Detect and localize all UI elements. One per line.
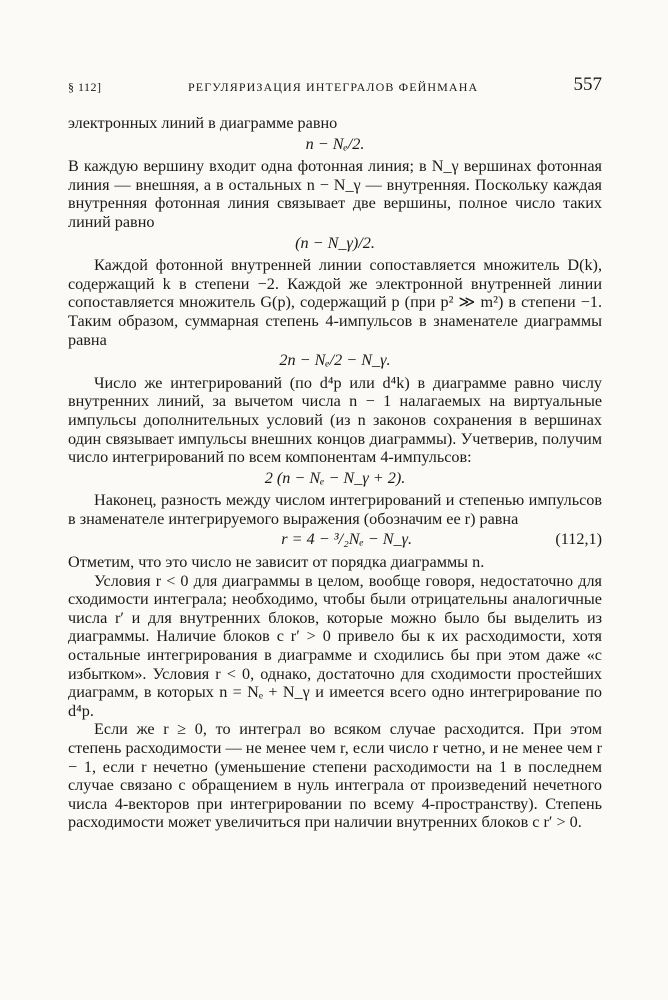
paragraph: Условия r < 0 для диаграммы в целом, вообще говоря, недостаточно для сходимости интеграла; необходимо, чтобы были отрицательны аналогичные числа r′ и для внутренних блоков, которые можно было бы выделить из диаграммы. Наличие блоков с r′ > 0 привело бы к их расходимости, хотя остальные интегрирования в диаграмме и сходились бы при этом даже «с избытком». Условия r < 0, однако, достаточно для сходимости простейших диаграмм, в которых n = Nₑ + N_γ и имеется всего одно интегрирование по d⁴p. bbox=[68, 571, 602, 720]
running-header bbox=[68, 76, 602, 96]
paragraph: В каждую вершину входит одна фотонная линия; в N_γ вершинах фотонная линия — внешняя, а в остальных n − N_γ — внутренняя. Поскольку каждая внутренняя фотонная линия связывает две вершины, полное число таких линий равно bbox=[68, 157, 602, 231]
page-number: 557 bbox=[573, 74, 602, 95]
formula: 2 (n − Nₑ − N_γ + 2). bbox=[264, 468, 406, 487]
formula: 2n − Nₑ/2 − N_γ. bbox=[279, 351, 391, 370]
formula: (n − N_γ)/2. bbox=[295, 233, 375, 252]
running-title: РЕГУЛЯРИЗАЦИЯ ИНТЕГРАЛОВ ФЕЙНМАНА bbox=[188, 80, 479, 94]
paragraph: Число же интегрирований (по d⁴p или d⁴k) в диаграмме равно числу внутренних линий, за вычетом числа n − 1 налагаемых на виртуальные импульсы дополнительных условий (из n законов сохранения в вершинах один связывает импульсы внешних концов диаграммы). Учетверив, получим число интегрирований по всем компонентам 4-импульсов: bbox=[68, 373, 602, 467]
formula: r = 4 − ³/₂Nₑ − N_γ. bbox=[281, 530, 413, 549]
paragraph: Отметим, что это число не зависит от порядка диаграммы n. bbox=[68, 553, 485, 572]
equation-number: (112,1) bbox=[555, 530, 602, 549]
paragraph: Если же r ≥ 0, то интеграл во всяком случае расходится. При этом степень расходимости — не менее чем r, если число r четно, и не менее чем r − 1, если r нечетно (уменьшение степени расходимости на 1 в последнем случае связано с обращением в нуль интеграла от произведений нечетного числа 4-векторов при интегрировании по всему 4-пространству). Степень расходимости может увеличиться при наличии внутренних блоков с r′ > 0. bbox=[68, 720, 602, 832]
paragraph: Каждой фотонной внутренней линии сопоставляется множитель D(k), содержащий k в степени −2. Каждой же электронной внутренней линии сопоставляется множитель G(p), содержащий p (при p² ≫ m²) в степени −1. Таким образом, суммарная степень 4-импульсов в знаменателе диаграммы равна bbox=[68, 256, 602, 349]
page-body bbox=[68, 114, 602, 832]
paragraph: Наконец, разность между числом интегрирований и степенью импульсов в знаменателе интегрируемого выражения (обозначим ее r) равна bbox=[68, 491, 602, 528]
paragraph: электронных линий в диаграмме равно bbox=[68, 114, 338, 132]
numbered-equation bbox=[68, 530, 602, 549]
formula: n − Nₑ/2. bbox=[305, 134, 365, 153]
section-reference: § 112] bbox=[68, 80, 102, 94]
